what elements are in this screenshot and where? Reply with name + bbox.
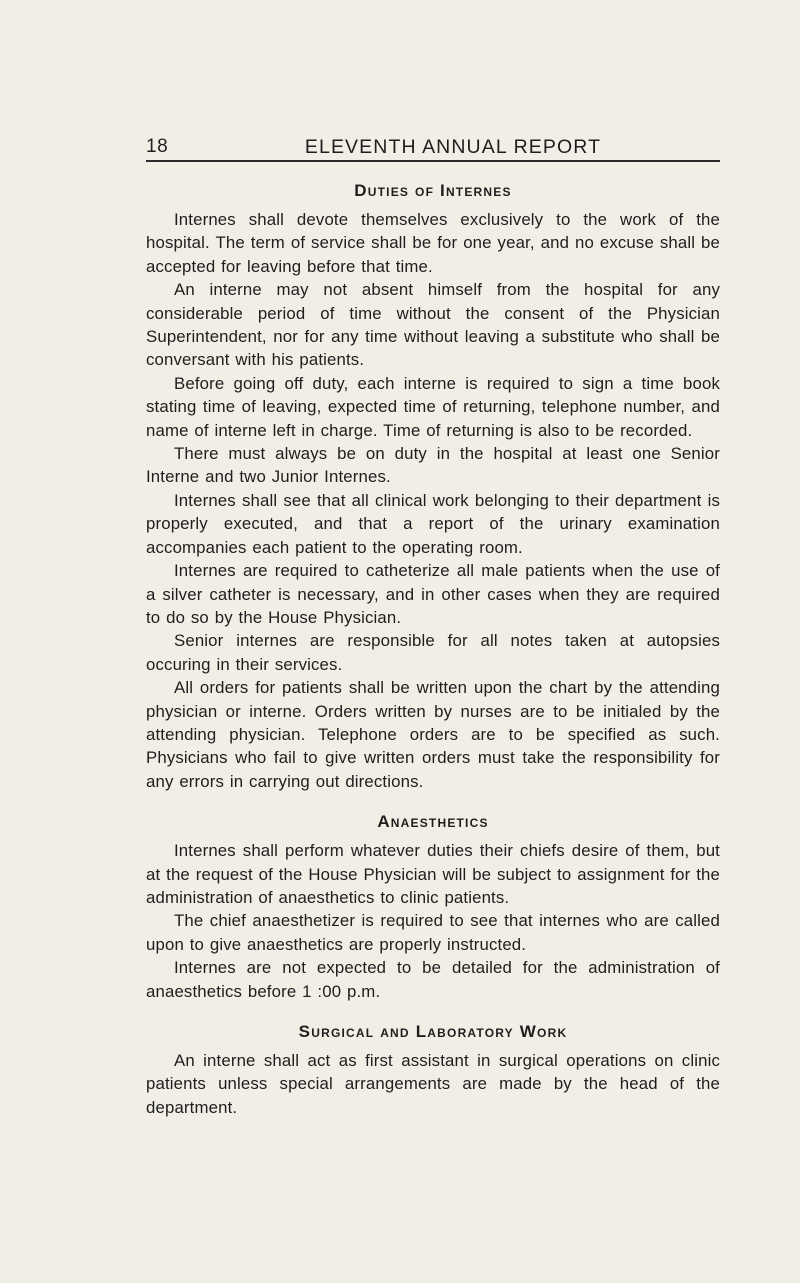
paragraph: Internes shall perform whatever duties their chiefs desire of them, but at the request of the House Physician will be subject to assignment for the administration of anaesthetics to clinic patients. bbox=[146, 841, 720, 907]
paragraph: There must always be on duty in the hospital at least one Senior Interne and two Junior Internes. bbox=[146, 444, 720, 487]
paragraph: All orders for patients shall be written upon the chart by the attending physician or interne. Orders written by nurses are to be initialed by the attending physician. Telephone orders are to be specified as such. Physicians who fail to give written orders must take the responsibility for any errors in carrying out directions. bbox=[146, 678, 720, 791]
section-anaesthetics bbox=[146, 811, 720, 1003]
page-header bbox=[146, 136, 720, 162]
section-duties-of-internes bbox=[146, 180, 720, 793]
page-body bbox=[146, 180, 720, 1119]
running-head: ELEVENTH ANNUAL REPORT bbox=[304, 136, 602, 158]
section-surgical-and-laboratory-work bbox=[146, 1021, 720, 1119]
page-number: 18 bbox=[146, 136, 169, 157]
paragraph: An interne may not absent himself from the hospital for any considerable period of time without the consent of the Physician Superintendent, nor for any time without leaving a substitute who shall be conversant with his patients. bbox=[146, 280, 720, 370]
paragraph: Internes shall devote themselves exclusively to the work of the hospital. The term of service shall be for one year, and no excuse shall be accepted for leaving before that time. bbox=[146, 210, 720, 276]
section-title: Surgical and Laboratory Work bbox=[298, 1022, 568, 1041]
section-title: Duties of Internes bbox=[354, 181, 512, 200]
section-title: Anaesthetics bbox=[377, 812, 489, 832]
paragraph: Internes shall see that all clinical work belonging to their department is properly executed, and that a report of the urinary examination accompanies each patient to the operating room. bbox=[146, 490, 720, 557]
paragraph: Internes are required to catheterize all male patients when the use of a silver catheter is necessary, and in other cases when they are required to do so by the House Physician. bbox=[146, 561, 720, 627]
paragraph: Senior internes are responsible for all notes taken at autopsies occuring in their services. bbox=[146, 631, 720, 674]
paragraph: Internes are not expected to be detailed for the administration of anaesthetics before 1 :00 p.m. bbox=[146, 958, 720, 1001]
paragraph: An interne shall act as first assistant in surgical operations on clinic patients unless special arrangements are made by the head of the department. bbox=[146, 1051, 720, 1117]
paragraph: The chief anaesthetizer is required to see that internes who are called upon to give anaesthetics are properly instructed. bbox=[146, 911, 720, 954]
paragraph: Before going off duty, each interne is required to sign a time book stating time of leaving, expected time of returning, telephone number, and name of interne left in charge. Time of returning is also to be recorded. bbox=[146, 373, 720, 440]
